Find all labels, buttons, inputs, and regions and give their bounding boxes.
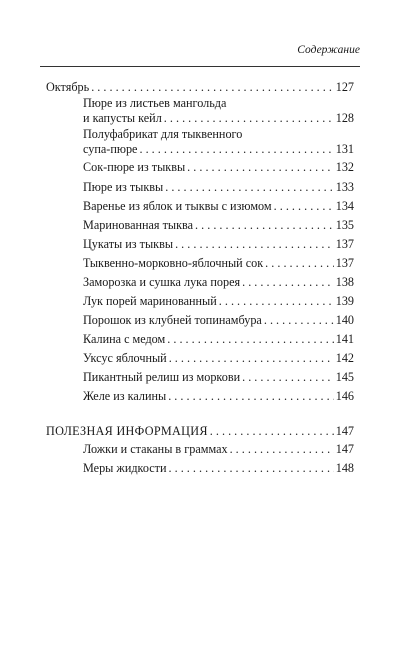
toc-entry-title: Калина с медом: [83, 332, 166, 346]
leader-dots: [187, 160, 334, 174]
leader-dots: [165, 180, 334, 194]
toc-entry-page: 148: [335, 461, 354, 475]
toc-entry-page: 142: [335, 351, 354, 365]
toc-entry[interactable]: [83, 370, 354, 384]
toc-entry-page: 135: [335, 218, 354, 232]
toc-entry-page: 137: [335, 237, 354, 251]
toc-entry[interactable]: [83, 275, 354, 289]
toc-entry[interactable]: [83, 313, 354, 327]
leader-dots: [168, 389, 334, 403]
toc-entry-title: Октябрь: [46, 80, 90, 94]
leader-dots: [195, 218, 334, 232]
leader-dots: [219, 294, 334, 308]
leader-dots: [264, 313, 334, 327]
toc-entry-title: Варенье из яблок и тыквы с изюмом: [83, 199, 272, 213]
toc-entry-title: ПОЛЕЗНАЯ ИНФОРМАЦИЯ: [46, 424, 208, 438]
toc-entry-title: Уксус яблочный: [83, 351, 167, 365]
toc-entry-page: 140: [335, 313, 354, 327]
toc-entry[interactable]: [83, 351, 354, 365]
leader-dots: [91, 80, 334, 94]
toc-entry-page: 138: [335, 275, 354, 289]
leader-dots: [167, 332, 333, 346]
leader-dots: [265, 256, 334, 270]
toc-entry-page: 145: [335, 370, 354, 384]
toc-entry-title: Пикантный релиш из моркови: [83, 370, 241, 384]
toc-entry[interactable]: [83, 461, 354, 475]
toc-entry-title: Заморозка и сушка лука порея: [83, 275, 241, 289]
toc-entry-title: Меры жидкости: [83, 461, 167, 475]
toc-entry[interactable]: [83, 199, 354, 213]
leader-dots: [242, 370, 334, 384]
leader-dots: [169, 351, 334, 365]
toc-entry-title: и капусты кейл: [83, 111, 162, 125]
toc-entry-title: Сок-пюре из тыквы: [83, 160, 186, 174]
toc-entry[interactable]: [83, 256, 354, 270]
toc-entry[interactable]: [83, 294, 354, 308]
header-rule: [40, 66, 360, 67]
toc-entry-title: Тыквенно-морковно-яблочный сок: [83, 256, 264, 270]
toc-entry[interactable]: [83, 237, 354, 251]
toc-entry[interactable]: [83, 160, 354, 174]
toc-entry-title-line1: Пюре из листьев мангольда: [83, 96, 227, 110]
toc-entry-title: Порошок из клубней топинамбура: [83, 313, 262, 327]
toc-entry[interactable]: [83, 442, 354, 456]
toc-entry-page: 141: [335, 332, 354, 346]
toc-entry-page: 146: [335, 389, 354, 403]
toc-entry[interactable]: [83, 332, 354, 346]
toc-entry-title: Ложки и стаканы в граммах: [83, 442, 228, 456]
leader-dots: [242, 275, 334, 289]
toc-entry[interactable]: [83, 389, 354, 403]
toc-entry-title: Маринованная тыква: [83, 218, 194, 232]
toc-entry-page: 147: [335, 442, 354, 456]
toc-entry-page: 127: [335, 80, 354, 94]
toc-entry[interactable]: [83, 96, 354, 125]
toc-entry-page: 132: [335, 160, 354, 174]
running-header: Содержание: [297, 44, 360, 56]
toc-entry-page: 134: [335, 199, 354, 213]
leader-dots: [139, 142, 333, 156]
toc-entry-title: Желе из калины: [83, 389, 167, 403]
toc-entry-title-line1: Полуфабрикат для тыквенного: [83, 127, 243, 141]
toc-entry[interactable]: [83, 127, 354, 156]
toc-entry-page: 133: [335, 180, 354, 194]
toc-entry-page: 137: [335, 256, 354, 270]
leader-dots: [175, 237, 334, 251]
leader-dots: [210, 424, 334, 438]
toc-entry-title: супа-пюре: [83, 142, 138, 156]
leader-dots: [164, 111, 334, 125]
toc-entry-page: 139: [335, 294, 354, 308]
toc-entry-section[interactable]: [46, 424, 354, 438]
toc-entry-section[interactable]: [46, 80, 354, 94]
leader-dots: [230, 442, 334, 456]
toc-entry-page: 147: [335, 424, 354, 438]
toc-entry-title: Лук порей маринованный: [83, 294, 217, 308]
leader-dots: [169, 461, 334, 475]
toc-entry[interactable]: [83, 218, 354, 232]
leader-dots: [274, 199, 334, 213]
toc-entry-page: 128: [335, 111, 354, 125]
toc-entry-title: Цукаты из тыквы: [83, 237, 174, 251]
toc-entry-page: 131: [335, 142, 354, 156]
toc-entry[interactable]: [83, 180, 354, 194]
toc-entry-title: Пюре из тыквы: [83, 180, 164, 194]
